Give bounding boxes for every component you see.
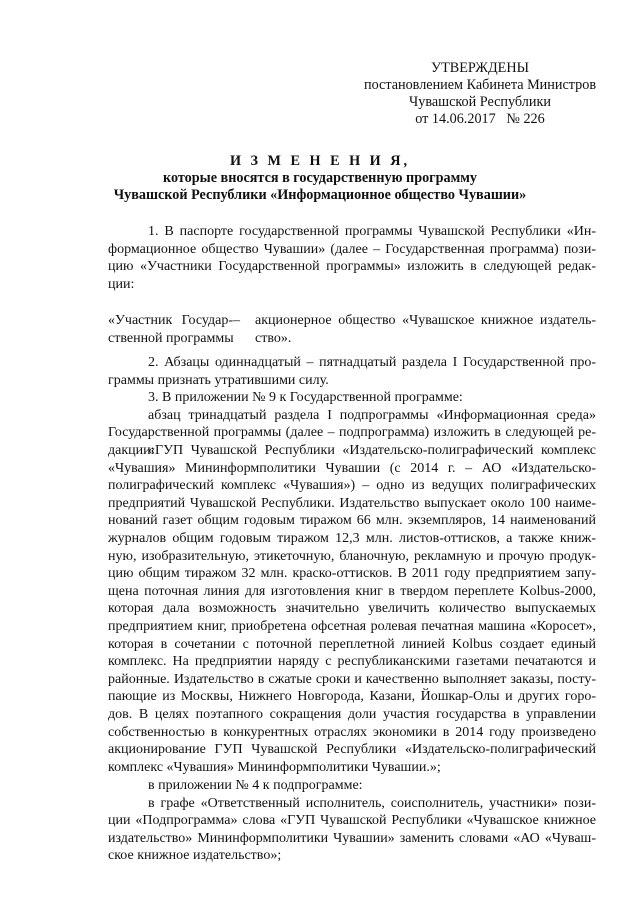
row-left-line: «Участник Государ- bbox=[108, 313, 233, 328]
quoted-text bbox=[108, 442, 596, 776]
approval-line-1: постановлением Кабинета Министров bbox=[363, 77, 597, 93]
row-right-line: акционерное общество «Чувашское книжное издатель- bbox=[255, 313, 596, 328]
row-left-line: ственной программы bbox=[108, 330, 234, 346]
row-dash: – bbox=[233, 313, 240, 328]
quote-line: полиграфический комплекс «Чувашия») – одно из ведущих полиграфических bbox=[108, 478, 596, 494]
quote-line: предприятий Чувашской Республики. Издательство выпускает около 100 наиме- bbox=[108, 495, 596, 511]
quote-line: пающие из Москвы, Нижнего Новгорода, Казани, Йошкар-Олы и других горо- bbox=[108, 689, 596, 705]
approval-stamp bbox=[355, 60, 605, 128]
paragraph-4 bbox=[108, 777, 596, 865]
p1-line: цию «Участники Государственной программы» изложить в следующей редак- bbox=[108, 259, 596, 275]
p1-line: формационное общество Чувашии» (далее – Государственная программа) пози- bbox=[108, 241, 596, 257]
quote-line: дов. В целях поэтапного сокращения доли участия государства в управлении bbox=[108, 706, 596, 722]
quote-line: нований газет общим годовым тиражом 66 млн. экземпляров, 14 наименований bbox=[108, 513, 596, 529]
quote-line: щена поточная линия для изготовления книг в твердом переплете Kolbus-2000, bbox=[108, 583, 596, 599]
row-right-line: ство». bbox=[255, 330, 292, 346]
p2-line: граммы признать утратившими силу. bbox=[108, 372, 329, 388]
quote-line: комплекс «Чувашия» Мининформполитики Чувашии.»; bbox=[108, 759, 441, 775]
approval-date: от 14.06.2017 bbox=[415, 111, 496, 127]
p4-line: ции «Подпрограмма» слова «ГУП Чувашской Республики «Чувашское книжное bbox=[108, 813, 596, 829]
quote-line: «ГУП Чувашской Республики «Издательско-полиграфический комплекс bbox=[148, 443, 596, 458]
title-line-1: И З М Е Н Е Н И Я, bbox=[229, 153, 411, 169]
p4-line: издательство» Мининформполитики Чувашии» заменить словами «АО «Чуваш- bbox=[108, 830, 596, 846]
p4-line: в графе «Ответственный исполнитель, соисполнитель, участники» пози- bbox=[148, 795, 596, 811]
p3-line: Государственной программы (далее – подпрограмма) изложить в следующей ре- bbox=[108, 425, 596, 441]
approval-status: УТВЕРЖДЕНЫ bbox=[431, 60, 529, 76]
quote-line: акционирование ГУП Чувашской Республики «Издательско-полиграфический bbox=[108, 742, 596, 758]
title-line-3: Чувашской Республики «Информационное общество Чувашии» bbox=[113, 187, 527, 203]
p1-line: ции: bbox=[108, 276, 135, 292]
p4-line: в приложении № 4 к подпрограмме: bbox=[148, 778, 363, 793]
approval-date-line bbox=[355, 111, 605, 128]
quote-table-row bbox=[108, 312, 596, 347]
p1-line: 1. В паспорте государственной программы Чувашской Республики «Ин- bbox=[148, 224, 596, 239]
document-title bbox=[0, 153, 640, 204]
p2-line: 2. Абзацы одиннадцатый – пятнадцатый раздела I Государственной про- bbox=[148, 355, 596, 370]
quote-line: журналов общим годовым тиражом 12,3 млн. листов-оттисков, а также книж- bbox=[108, 530, 596, 546]
p3-line: абзац тринадцатый раздела I подпрограммы «Информационная среда» bbox=[148, 407, 596, 423]
quote-line: которая в сочетании с поточной переплетной линией Kolbus создает единый bbox=[108, 636, 596, 652]
quote-line: цию общим тиражом 32 млн. краско-оттисков. В 2011 году предприятием запу- bbox=[108, 566, 596, 582]
quote-line: комплекс. На предприятии наряду с республиканскими газетами печатаются и bbox=[108, 654, 596, 670]
title-line-2: которые вносятся в государственную программу bbox=[162, 170, 478, 186]
approval-number: № 226 bbox=[506, 111, 545, 127]
p3-line: 3. В приложении № 9 к Государственной программе: bbox=[148, 390, 463, 406]
approval-line-2: Чувашской Республики bbox=[409, 94, 551, 110]
quote-line: «Чувашия» Мининформполитики Чувашии (с 2014 г. – АО «Издательско- bbox=[108, 460, 596, 476]
paragraph-1 bbox=[108, 223, 596, 293]
quote-line: собственностью в конкурентных отраслях экономики в 2014 году произведено bbox=[108, 724, 596, 740]
quote-line: предприятием книг, приобретена офсетная ролевая печатная машина «Коросет», bbox=[108, 618, 596, 634]
p4-line: ское книжное издательство»; bbox=[108, 848, 282, 864]
quote-line: районные. Издательство в сжатые сроки и качественно выполняет заказы, посту- bbox=[108, 671, 596, 687]
quote-line: которая дала возможность значительно увеличить количество выпускаемых bbox=[108, 601, 596, 617]
quote-line: ную, изобразительную, этикеточную, бланочную, рекламную и прочую продук- bbox=[108, 548, 596, 564]
p3-line: дакции: bbox=[108, 442, 155, 458]
